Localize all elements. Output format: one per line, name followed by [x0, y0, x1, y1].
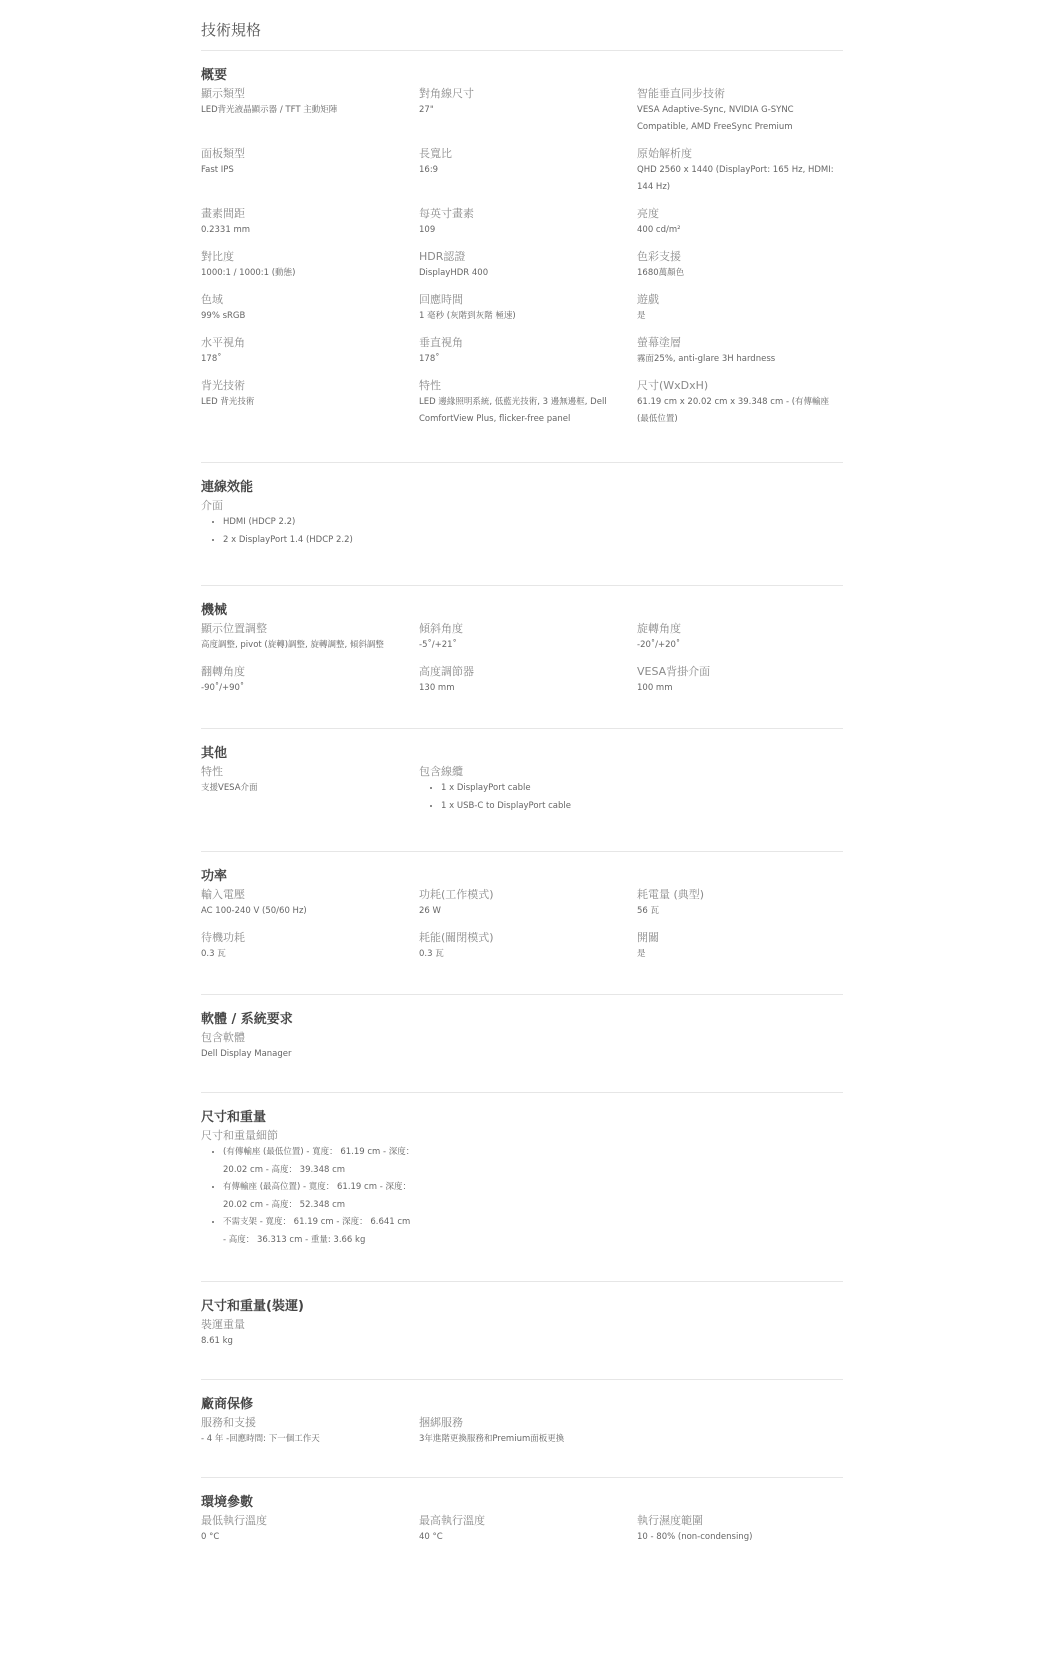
spec-label: 回應時間	[419, 293, 463, 306]
spec-item	[637, 1513, 843, 1556]
spec-value: 61.19 cm x 20.02 cm x 39.348 cm - (有傳輸座 (最低位置)	[637, 397, 830, 424]
spec-label: 旋轉角度	[637, 622, 681, 635]
spec-item	[201, 621, 419, 664]
spec-section	[201, 1380, 843, 1478]
spec-value: 3年進階更換服務和Premium面板更換	[419, 1434, 565, 1444]
spec-value: 0 °C	[201, 1532, 220, 1542]
spec-item	[419, 86, 637, 146]
spec-item	[201, 1317, 419, 1360]
spec-label: 包含軟體	[201, 1031, 245, 1044]
spec-item	[201, 1128, 419, 1259]
spec-item	[637, 930, 843, 973]
spec-label: 包含線纜	[419, 765, 463, 778]
spec-label: 亮度	[637, 207, 659, 220]
spec-value: 56 瓦	[637, 906, 660, 916]
section-title: 功率	[201, 869, 228, 884]
section-title: 尺寸和重量(裝運)	[201, 1299, 304, 1314]
spec-item	[419, 1415, 637, 1458]
spec-item	[637, 664, 843, 707]
spec-grid	[201, 1317, 843, 1360]
spec-item	[637, 206, 843, 249]
spec-grid	[201, 86, 843, 438]
spec-value: 是	[637, 949, 646, 959]
spec-list-item: • HDMI (HDCP 2.2)	[223, 514, 419, 532]
spec-item	[637, 292, 843, 335]
spec-item	[201, 292, 419, 335]
spec-value: 99% sRGB	[201, 311, 246, 321]
spec-value: - 4 年 -回應時間: 下一個工作天	[201, 1434, 320, 1444]
spec-value: 0.3 瓦	[419, 949, 444, 959]
spec-label: 服務和支援	[201, 1416, 256, 1429]
spec-value: 26 W	[419, 906, 441, 916]
spec-section	[201, 729, 843, 852]
spec-item	[419, 146, 637, 206]
spec-item	[419, 206, 637, 249]
spec-item	[419, 1513, 637, 1556]
spec-value: 178˚	[201, 354, 222, 364]
spec-item	[637, 335, 843, 378]
spec-label: 智能垂直同步技術	[637, 87, 725, 100]
spec-value: -20˚/+20˚	[637, 640, 681, 650]
spec-value: DisplayHDR 400	[419, 268, 489, 278]
spec-label: 執行濕度範圍	[637, 1514, 703, 1527]
spec-section	[201, 995, 843, 1093]
spec-label: 顯示類型	[201, 87, 245, 100]
spec-value: 10 - 80% (non-condensing)	[637, 1532, 753, 1542]
spec-value: QHD 2560 x 1440 (DisplayPort: 165 Hz, HDMI: 144 Hz)	[637, 165, 834, 192]
section-title: 機械	[201, 603, 228, 618]
spec-label: 色彩支援	[637, 250, 681, 263]
spec-sections	[201, 51, 843, 1576]
spec-item	[637, 378, 843, 438]
spec-label: 對角線尺寸	[419, 87, 474, 100]
page-title: 技術規格	[201, 0, 843, 51]
spec-label: 背光技術	[201, 379, 245, 392]
spec-label: 傾斜角度	[419, 622, 463, 635]
spec-grid	[201, 1128, 843, 1259]
spec-section	[201, 852, 843, 995]
spec-value: -90˚/+90˚	[201, 683, 245, 693]
spec-item	[419, 887, 637, 930]
spec-item	[419, 664, 637, 707]
spec-label: 色域	[201, 293, 223, 306]
spec-value: 是	[637, 311, 646, 321]
spec-item	[201, 335, 419, 378]
spec-section	[201, 1282, 843, 1380]
spec-value: 40 °C	[419, 1532, 443, 1542]
spec-label: 尺寸(WxDxH)	[637, 379, 709, 392]
spec-grid	[201, 1030, 843, 1073]
spec-item	[419, 930, 637, 973]
section-title: 環境參數	[201, 1495, 254, 1510]
spec-label: 最低執行溫度	[201, 1514, 267, 1527]
spec-label: 長寬比	[419, 147, 452, 160]
spec-label: 原始解析度	[637, 147, 692, 160]
spec-item	[637, 86, 843, 146]
spec-value: LED背光液晶顯示器 / TFT 主動矩陣	[201, 105, 338, 115]
spec-item	[201, 664, 419, 707]
spec-label: 尺寸和重量細節	[201, 1129, 278, 1142]
spec-section	[201, 463, 843, 586]
spec-item	[637, 249, 843, 292]
spec-item	[201, 249, 419, 292]
spec-grid	[201, 887, 843, 973]
spec-list-item: • 1 x DisplayPort cable	[441, 780, 637, 798]
spec-item	[201, 887, 419, 930]
spec-value: -5˚/+21˚	[419, 640, 457, 650]
spec-label: VESA背掛介面	[637, 665, 711, 678]
spec-item	[419, 764, 637, 825]
spec-label: 耗電量 (典型)	[637, 888, 705, 901]
spec-value: 109	[419, 225, 436, 235]
spec-label: 開關	[637, 931, 659, 944]
spec-item	[419, 249, 637, 292]
spec-value: 0.3 瓦	[201, 949, 226, 959]
spec-label: 顯示位置調整	[201, 622, 267, 635]
spec-value: 高度調整, pivot (旋轉)調整, 旋轉調整, 傾斜調整	[201, 640, 384, 650]
spec-value-list	[201, 1144, 415, 1249]
spec-value: 0.2331 mm	[201, 225, 251, 235]
spec-value: 1000:1 / 1000:1 (動態)	[201, 268, 296, 278]
spec-value: 100 mm	[637, 683, 673, 693]
spec-label: 水平視角	[201, 336, 245, 349]
spec-value: LED 邊緣照明系統, 低藍光技術, 3 邊無邊框, Dell ComfortView Plus, flicker-free panel	[419, 397, 607, 424]
spec-grid	[201, 764, 843, 825]
spec-section	[201, 1478, 843, 1576]
spec-item	[201, 146, 419, 206]
spec-item	[201, 930, 419, 973]
spec-value: 27"	[419, 105, 434, 115]
spec-item	[419, 378, 637, 438]
spec-list-item: • 1 x USB-C to DisplayPort cable	[441, 798, 637, 816]
spec-label: 最高執行溫度	[419, 1514, 485, 1527]
spec-label: 螢幕塗層	[637, 336, 681, 349]
spec-item	[419, 335, 637, 378]
spec-value: 霧面25%, anti-glare 3H hardness	[637, 354, 776, 364]
spec-content	[201, 0, 843, 1576]
spec-label: 高度調節器	[419, 665, 474, 678]
spec-item	[201, 1030, 419, 1073]
spec-label: 特性	[419, 379, 441, 392]
spec-label: 介面	[201, 499, 223, 512]
spec-item	[201, 378, 419, 438]
section-title: 連線效能	[201, 480, 254, 495]
spec-value: 400 cd/m²	[637, 225, 681, 235]
spec-label: 畫素間距	[201, 207, 245, 220]
spec-value: 1 毫秒 (灰階到灰階 極速)	[419, 311, 516, 321]
spec-list-item: • 2 x DisplayPort 1.4 (HDCP 2.2)	[223, 532, 419, 550]
spec-label: 功耗(工作模式)	[419, 888, 494, 901]
spec-section	[201, 1093, 843, 1282]
spec-value: Fast IPS	[201, 165, 234, 175]
spec-item	[201, 498, 419, 559]
spec-label: 捆綁服務	[419, 1416, 463, 1429]
spec-list-item: • 有傳輸座 (最高位置) - 寬度： 61.19 cm - 深度： 20.02 cm - 高度： 52.348 cm	[223, 1179, 415, 1214]
spec-label: 垂直視角	[419, 336, 463, 349]
spec-label: 裝運重量	[201, 1318, 245, 1331]
spec-value: 130 mm	[419, 683, 455, 693]
spec-label: 輸入電壓	[201, 888, 245, 901]
spec-item	[419, 621, 637, 664]
spec-label: HDR認證	[419, 250, 466, 263]
spec-list-item: • 不需支架 - 寬度： 61.19 cm - 深度： 6.641 cm - 高度： 36.313 cm - 重量: 3.66 kg	[223, 1214, 415, 1249]
spec-grid	[201, 498, 843, 559]
spec-item	[419, 292, 637, 335]
spec-label: 對比度	[201, 250, 234, 263]
spec-section	[201, 51, 843, 463]
section-title: 廠商保修	[201, 1397, 254, 1412]
spec-label: 特性	[201, 765, 223, 778]
spec-item	[201, 764, 419, 825]
spec-item	[637, 146, 843, 206]
spec-label: 遊戲	[637, 293, 659, 306]
spec-value-list	[201, 514, 419, 549]
spec-label: 耗能(關閉模式)	[419, 931, 494, 944]
spec-item	[637, 621, 843, 664]
spec-value: 支援VESA介面	[201, 783, 258, 793]
section-title: 其他	[201, 746, 228, 761]
section-title: 概要	[201, 68, 228, 83]
spec-item	[201, 206, 419, 249]
spec-value: LED 背光技術	[201, 397, 255, 407]
section-title: 軟體 / 系統要求	[201, 1012, 293, 1027]
spec-label: 每英寸畫素	[419, 207, 474, 220]
spec-grid	[201, 621, 843, 707]
spec-value: 1680萬顏色	[637, 268, 685, 278]
spec-item	[637, 887, 843, 930]
spec-item	[201, 1415, 419, 1458]
spec-value: AC 100-240 V (50/60 Hz)	[201, 906, 307, 916]
spec-label: 面板類型	[201, 147, 245, 160]
spec-value: 8.61 kg	[201, 1336, 233, 1346]
spec-item	[201, 86, 419, 146]
spec-value: VESA Adaptive-Sync, NVIDIA G-SYNC Compatible, AMD FreeSync Premium	[637, 105, 794, 132]
spec-grid	[201, 1415, 843, 1458]
spec-item	[201, 1513, 419, 1556]
spec-value: Dell Display Manager	[201, 1049, 292, 1059]
spec-grid	[201, 1513, 843, 1556]
spec-section	[201, 586, 843, 729]
spec-label: 翻轉角度	[201, 665, 245, 678]
spec-list-item: • (有傳輸座 (最低位置) - 寬度： 61.19 cm - 深度： 20.02 cm - 高度： 39.348 cm	[223, 1144, 415, 1179]
spec-value: 16:9	[419, 165, 439, 175]
spec-label: 待機功耗	[201, 931, 245, 944]
section-title: 尺寸和重量	[201, 1110, 267, 1125]
spec-value-list	[419, 780, 637, 815]
spec-value: 178˚	[419, 354, 440, 364]
